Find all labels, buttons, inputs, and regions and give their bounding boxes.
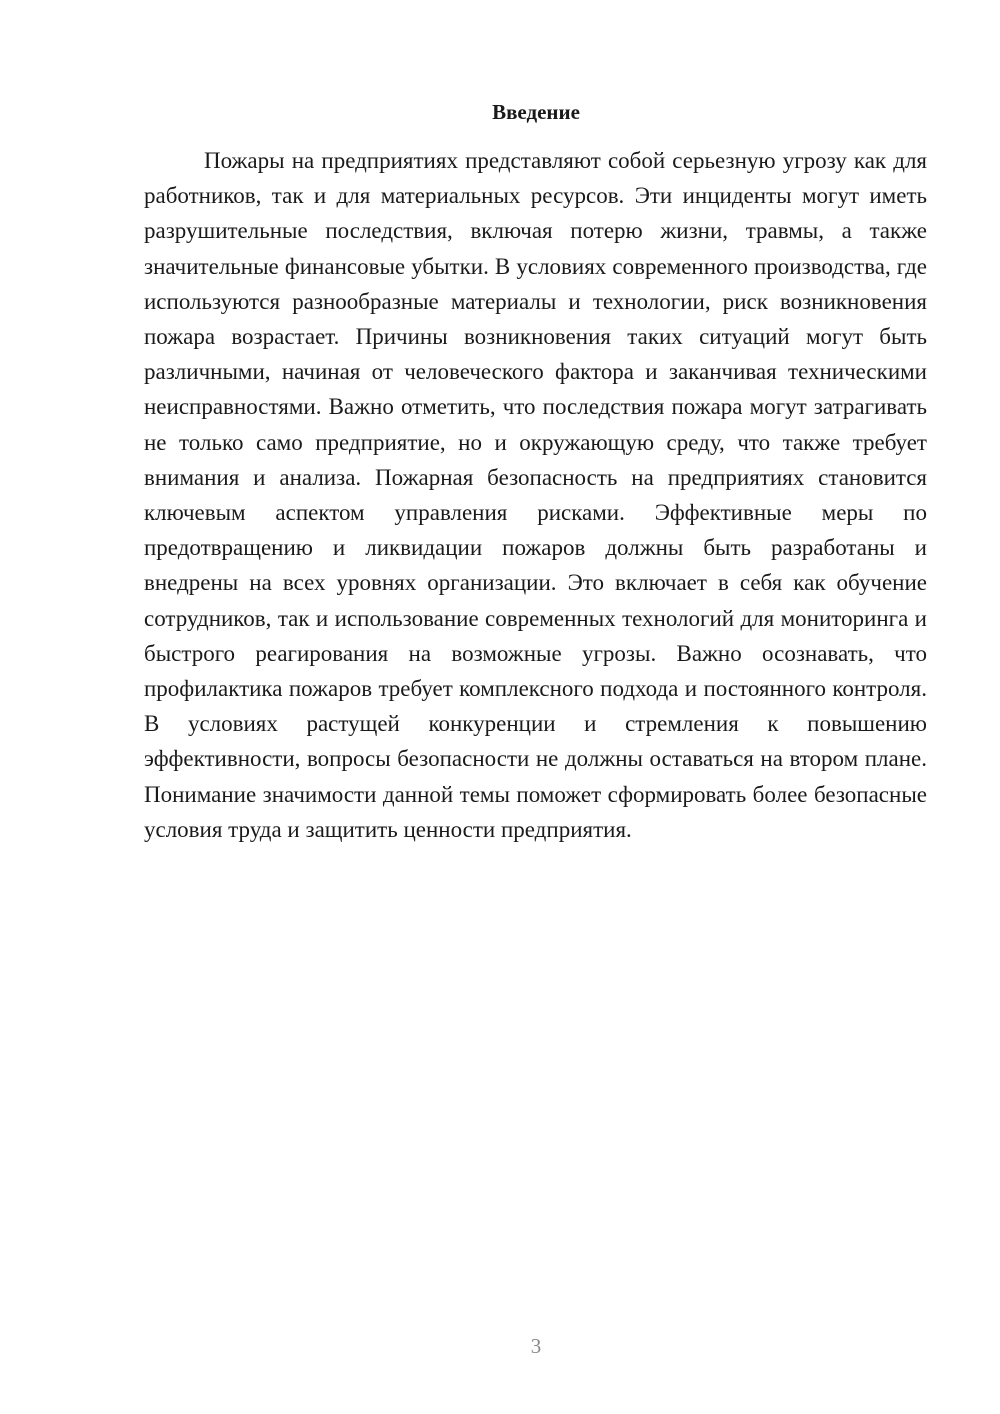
body-paragraph: Пожары на предприятиях представляют собой серьезную угрозу как для работников, так и для материальных ресурсов. Эти инциденты могут иметь разрушительные последствия, включая потерю жизни, травмы, а также значительные финансовые убытки. В условиях современного производства, где используются разнообразные материалы и технологии, риск возникновения пожара возрастает. Причины возникновения таких ситуаций могут быть различными, начиная от человеческого фактора и заканчивая техническими неисправностями. Важно отметить, что последствия пожара могут затрагивать не только само предприятие, но и окружающую среду, что также требует внимания и анализа. Пожарная безопасность на предприятиях становится ключевым аспектом управления рисками. Эффективные меры по предотвращению и ликвидации пожаров должны быть разработаны и внедрены на всех уровнях организации. Это включает в себя как обучение сотрудников, так и использование современных технологий для мониторинга и быстрого реагирования на возможные угрозы. Важно осознавать, что профилактика пожаров требует комплексного подхода и постоянного контроля. В условиях растущей конкуренции и стремления к повышению эффективности, вопросы безопасности не должны оставаться на втором плане. Понимание значимости данной темы поможет сформировать более безопасные условия труда и защитить ценности предприятия. — [144, 148, 927, 842]
page-number: 3 — [530, 1334, 542, 1358]
section-heading: Введение — [492, 100, 580, 124]
